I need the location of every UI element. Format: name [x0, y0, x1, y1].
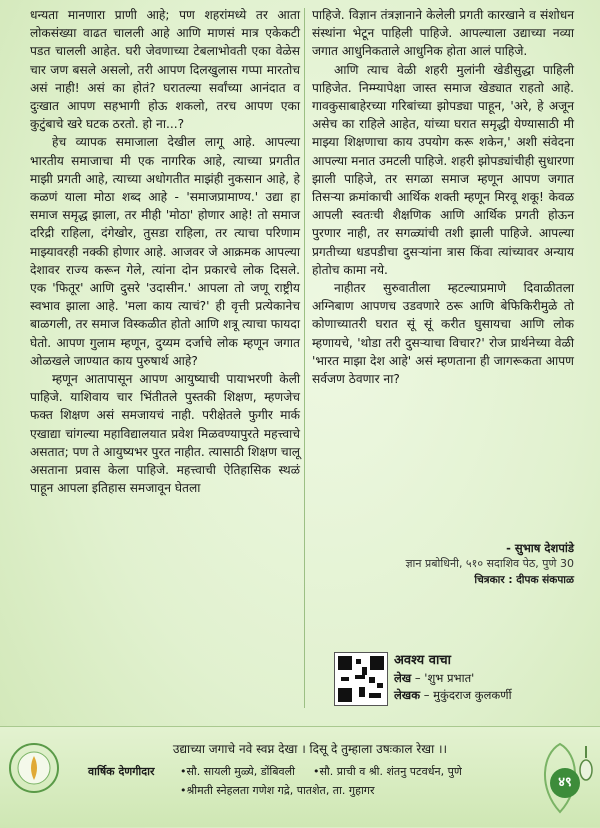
right-column: [312, 6, 574, 388]
qr-code-icon[interactable]: [334, 652, 388, 706]
right-paragraph-3: नाहीतर सुरुवातीला म्हटल्याप्रमाणे दिवाळीतला अग्निबाण आपणच उडवणारे ठरू आणि बेफिकिरीमुळे तो कोणाच्यातरी घरात सूं सूं करीत घुसायचा आणि लोक म्हणायचे, 'थोडा तरी दुसऱ्याचा विचार?' रोज प्रार्थनेच्या वेळी 'भारत माझा देश आहे' असं म्हणताना ही जागरूकता आपण सर्वजण ठेवणार ना?: [312, 281, 574, 387]
must-read-details: लेख – 'शुभ प्रभात' लेखक – मुकुंदराज कुलकर्णी: [394, 671, 512, 702]
illustrator-credit: चित्रकार : दीपक संकपाळ: [474, 574, 574, 586]
donor-list: वार्षिक देणगीदार • सौ. सायली मुळ्ये, डोंबिवली • सौ. प्राची व श्री. शंतनु पटवर्धन, पुणे • श्रीमती स्नेहलता गणेश गद्रे, पातशेत, ता. गुहागर: [88, 762, 528, 800]
donor-1: सौ. सायली मुळ्ये, डोंबिवली: [186, 765, 295, 778]
must-read-box: [334, 650, 574, 710]
article-title: 'शुभ प्रभात': [424, 671, 475, 685]
column-divider: [304, 8, 305, 708]
article-label: लेख: [394, 671, 412, 685]
left-column: [30, 6, 300, 497]
writer-label: लेखक: [394, 688, 421, 702]
donor-2: सौ. प्राची व श्री. शंतनु पटवर्धन, पुणे: [319, 765, 462, 778]
left-emblem-icon: [8, 742, 60, 794]
footer: [0, 718, 600, 828]
left-paragraph-2: हेच व्यापक समाजाला देखील लागू आहे. आपल्या भारतीय समाजाचा मी एक नागरिक आहे, त्याच्या प्रगतीत माझी प्रगती आहे, त्याच्या अधोगतीत माझंही नुकसान आहे, हे कळणं याला मोठा शब्द आहे - 'समाजप्रामाण्य.' उद्या हा समाज समृद्ध झाला, तर मीही 'मोठा' होणार आहे! तो समाज दरिद्री राहिला, दंगेखोर, तुसडा राहिला, तर त्याचा परिणाम माझ्यावरही नक्की होणार आहे. आजवर जे आक्रमक आपल्या देशावर राज्य करून गेले, त्यांना दोन प्रकारचे लोक दिसले. एक 'फितूर' आणि दुसरे 'उदासीन.' आपला तो जणू राष्ट्रीय स्वभाव झाला आहे. 'मला काय त्याचं?' ही वृत्ती प्रत्येकानेच बाळगली, तर समाज विस्कळीत होतो आणि शत्रू त्याचा फायदा घेतो. आपण गुलाम म्हणून, दुय्यम दर्जाचे लोक म्हणून जगात ओळखले जाण्यात काय पुरुषार्थ आहे?: [30, 135, 300, 368]
donor-3: श्रीमती स्नेहलता गणेश गद्रे, पातशेत, ता. गुहागर: [186, 784, 375, 797]
lamp-icon: [578, 746, 594, 786]
writer-name: मुकुंदराज कुलकर्णी: [433, 688, 512, 702]
donor-label: वार्षिक देणगीदार: [88, 765, 155, 778]
right-paragraph-2: आणि त्याच वेळी शहरी मुलांनी खेडीसुद्धा पाहिली पाहिजेत. निम्म्यापेक्षा जास्त समाज खेड्यात राहतो आहे. गावकुसाबाहेरच्या गरिबांच्या झोपड्या पाहून, 'अरे, हे अजून असेच का राहिले आहेत, यांच्या घरात समृद्धी येण्यासाठी मी माझ्या शिक्षणाचा काय उपयोग करू शकेन,' अशी संवेदना आपल्या मनात उमटली पाहिजे. शहरी झोपड्यांचीही सुधारणा झाली पाहिजे, तर सगळा समाज म्हणून आपण जगात तिसऱ्या क्रमांकाची आर्थिक शक्ती म्हणून मिरवू शकू! केवळ आपली स्वतःची शैक्षणिक आणि आर्थिक प्रगती होऊन पुरणार नाही, तर सगळ्यांची तशी झाली पाहिजे. आपल्या प्रगतीच्या धडपडीचा दुसऱ्यांना त्रास किंवा त्यांच्यावर अन्याय होतोच कामा नये.: [312, 62, 574, 277]
author-name: - सुभाष देशपांडे: [506, 541, 574, 555]
footer-motto: उद्याच्या जगाचे नवे स्वप्न देखा । दिसू दे तुम्हाला उषःकाल रेखा ।।: [172, 742, 448, 756]
left-paragraph-3: म्हणून आतापासून आपण आयुष्याची पायाभरणी केली पाहिजे. याशिवाय चार भिंतीतले पुस्तकी शिक्षण, म्हणजेच फक्त शिक्षण असं समजायचं नाही. परीक्षेतले फुगीर मार्क एखाद्या चांगल्या महाविद्यालयात प्रवेश मिळवण्यापुरते महत्त्वाचे असतात; पण ते आयुष्यभर पुरत नाहीत. त्यासाठी शिक्षण चालू असताना प्रवास केला पाहिजे. महत्त्वाची ऐतिहासिक स्थळं पाहून आपला इतिहास समजावून घेतला: [30, 372, 300, 496]
author-address: ज्ञान प्रबोधिनी, ५१० सदाशिव पेठ, पुणे 30: [405, 557, 574, 570]
left-paragraph-1: धन्यता मानणारा प्राणी आहे; पण शहरांमध्ये तर आता लोकसंख्या वाढत चालली आहे आणि माणसं मात्र एकेकटी पडत चालली आहेत. घरी जेवणाच्या टेबलाभोवती एका वेळेस चार जण बसले असलो, तरी आपण दिलखुलास गप्पा मारतोच असं नाही! असं का होतं? घरातल्या सर्वांच्या आनंदात व दुःखात आपण सहभागी होऊ शकलो, तरच आपण एका कुटुंबाचे खरे घटक ठरतो. हो ना...?: [30, 8, 300, 132]
right-paragraph-1: पाहिजे. विज्ञान तंत्रज्ञानाने केलेली प्रगती कारखाने व संशोधन संस्थांना भेटून पाहिली पाहिजे. आपल्याला उद्याच्या नव्या जगात आधुनिकताले आधुनिक होता आलं पाहिजे.: [312, 8, 574, 59]
article-credit: [312, 540, 574, 588]
must-read-title: अवश्य वाचा: [394, 653, 451, 668]
page-number: ४९: [550, 768, 580, 798]
